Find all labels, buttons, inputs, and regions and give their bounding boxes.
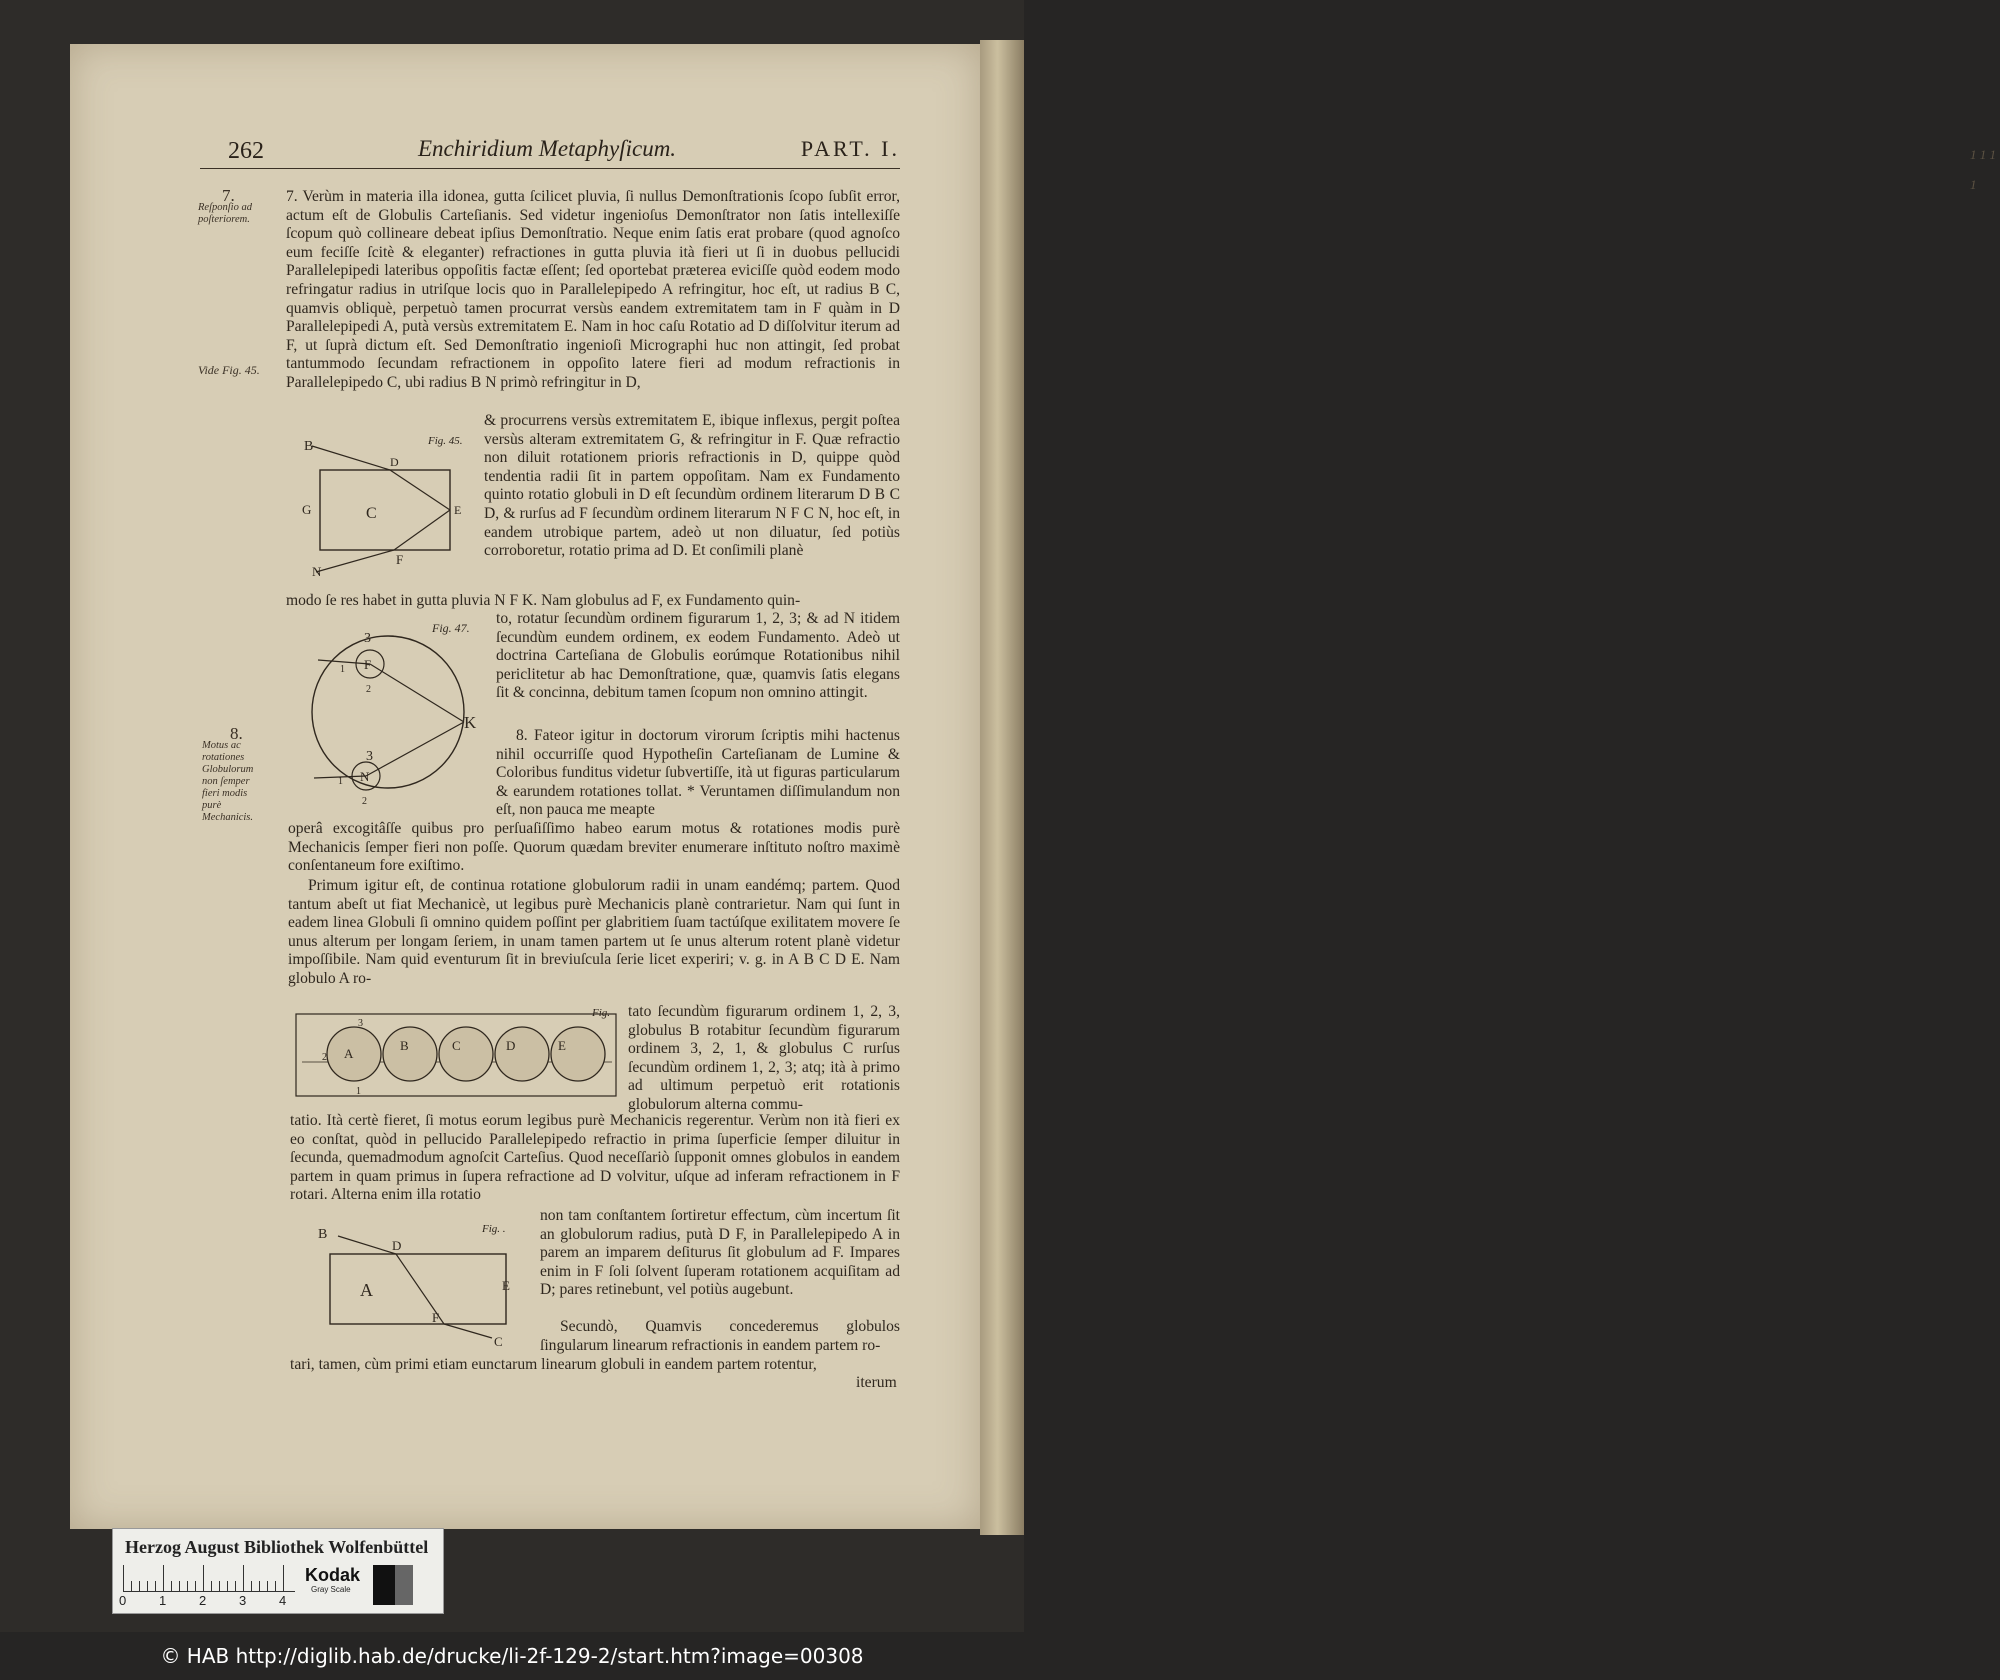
fig47-num-3b: 3 bbox=[366, 749, 373, 764]
scale-1: 1 bbox=[159, 1593, 167, 1608]
fig48-num-3: 3 bbox=[358, 1018, 363, 1029]
paragraph-last-line: tari, tamen, cùm primi etiam eunctarum linearum globuli in eandem partem rotentur, bbox=[290, 1356, 817, 1373]
paragraph-7-line: modo ſe res habet in gutta pluvia N F K. Nam globulus ad F, ex Fundamento quin- bbox=[286, 592, 801, 609]
fig48-num-1: 1 bbox=[356, 1086, 361, 1097]
paragraph-tatio: tatio. Ità certè fieret, ſi motus eorum legibus purè Mechanicis regerentur. Verùm non ità fieri ex eo conſtat, quòd in pellucido Parallelepipedo refractio in prima ſuperficie ſemper diluitur in ſecunda, quemadmodum agnoſcit Carteſius. Quod neceſſariò ſupponit omnes globulos in eandem partem in quam primus in ſupera refractione ad D volvitur, uſque ad inferam refractionem in F rotari. Alterna enim illa rotatio bbox=[290, 1112, 900, 1204]
fig45-label-c: C bbox=[366, 505, 377, 522]
fig47-num-2b: 2 bbox=[362, 796, 367, 807]
fig49-label-d: D bbox=[392, 1238, 402, 1253]
fig45-caption: Fig. 45. bbox=[428, 435, 463, 447]
color-calibration-card bbox=[112, 1528, 444, 1614]
scale-3: 3 bbox=[239, 1593, 247, 1608]
margin-note-8 bbox=[202, 724, 264, 824]
running-title: Enchiridium Metaphyſicum. bbox=[418, 136, 677, 161]
scale-0: 0 bbox=[119, 1593, 127, 1608]
margin-note-text: Motus ac rotationes Globulorum non ſemper fieri modis purè Mechanicis. bbox=[202, 740, 254, 823]
fig48-label-d: D bbox=[506, 1038, 516, 1053]
fig48-label-a: A bbox=[344, 1046, 354, 1061]
paragraph-7-end: to, rotatur ſecundùm ordinem figurarum 1, 2, 3; & ad N itidem ſecundùm eundem ordinem, ex eodem Fundamento. Adeò ut doctrina Carteſiana de Globulis eorúmque Rotationibus nihil periclitetur ab hac Demonſtratione, quæ, quamvis ſatis elegans ſit & concinna, debitum tamen ſcopum non omnino attingit. bbox=[496, 610, 900, 702]
catchword: iterum bbox=[856, 1374, 897, 1391]
fig47-num-3a: 3 bbox=[364, 631, 371, 646]
fig49-label-a: A bbox=[360, 1280, 373, 1300]
part-label: PART. I. bbox=[800, 136, 900, 161]
kodak-logo: Kodak bbox=[305, 1565, 361, 1585]
margin-note-text: Vide Fig. 45. bbox=[198, 363, 260, 377]
fig47-label-n: N bbox=[360, 769, 370, 784]
gray-scale-label: Gray Scale bbox=[311, 1585, 351, 1594]
fig47-caption: Fig. 47. bbox=[432, 621, 470, 635]
gray-patch-mid bbox=[395, 1565, 413, 1605]
next-page-edge bbox=[980, 40, 1996, 1535]
paragraph-8-cont: operâ excogitâſſe quibus pro perſuaſiſſimo habeo earum motus & rotationes modis purè Mechanicis ſemper fieri non poſſe. Quorum quædam breviter enumerare inſtituto noſtro maximè conſentaneum fore exiſtimo. bbox=[288, 820, 900, 875]
fig45-label-n: N bbox=[312, 564, 322, 579]
scale-2: 2 bbox=[199, 1593, 207, 1608]
figure-45-diagram bbox=[294, 430, 484, 590]
fig48-label-e: E bbox=[558, 1038, 566, 1053]
page-number: 262 bbox=[228, 138, 264, 164]
paragraph-7: 7. Verùm in materia illa idonea, gutta ſcilicet pluvia, ſi nullus Demonſtrationis ſcopo ſubſit error, actum eſt de Globulis Carteſianis. Sed videtur ingenioſus Demonſtrator non ſatis intellexiſſe ſcopum quò collineare debeat ipſius Demonſtratio. Neque enim ſatis erat probare (quod agnoſco eum feciſſe ſcitè & eleganter) refractiones in gutta pluvia ità fieri ut ſi in duobus pellucidi Parallelepipedi lateribus oppoſitis factæ eſſent; ſed oportebat præterea eviciſſe quòd eodem modo refringatur radius in utriſque locis quo in Parallelepipedo A refringitur, hoc eſt, ut radius B C, quamvis obliquè, perpetuò tamen procurrat versùs eandem extremitatem tam in F quàm in D Parallelepipedi A, putà versùs extremitatem E. Nam in hoc caſu Rotatio ad D diſſolvitur iterum ad F, ut ſuprà dictum eſt. Sed Demonſtratio ingenioſi Micrographi huc non attingit, ſed probat tantummodo ſecundam refractionem in oppoſito latere fieri ad modum refractionis in Parallelepipedo C, ubi radius B N primò refringitur in D, bbox=[286, 188, 900, 391]
fig45-label-e: E bbox=[454, 503, 462, 517]
fig47-num-2a: 2 bbox=[366, 684, 371, 695]
fig48-label-b: B bbox=[400, 1038, 409, 1053]
fig48-label-c: C bbox=[452, 1038, 461, 1053]
gray-patch-black bbox=[373, 1565, 395, 1605]
fig49-label-b: B bbox=[318, 1227, 328, 1242]
margin-note-number: 7. bbox=[222, 186, 235, 205]
fig48-num-2: 2 bbox=[322, 1052, 327, 1063]
copyright-footer: © HAB http://diglib.hab.de/drucke/li-2f-129-2/start.htm?image=00308 bbox=[0, 1632, 1024, 1680]
paragraph-7-cont: & procurrens versùs extremitatem E, ibique inflexus, pergit poſtea versùs alteram extremitatem G, & refringitur in F. Quæ refractio non diluit rotationem prioris refractionis in D, quippe quòd tendentia radii ſit in partem oppoſitam. Nam ex Fundamento quinto rotatio globuli in D eſt ſecundùm ordinem literarum D B C D, & rurſus ad F ſecundùm ordinem literarum N F C N, hoc eſt, in eandem utrobique partem, adeò ut non diluatur, ſed potiùs corroboretur, rotatio prima ad D. Et conſimili planè bbox=[484, 412, 900, 560]
paragraph-tatio-cont: non tam conſtantem ſortiretur effectum, cùm incertum ſit an globulorum radius, putà D F, in Parallelepipedo A in parem an imparem deſiturus ſit globulum ad F. Impares enim in F ſoli ſolvent ſuperam rotationem acquiſitam ad D; pares retinebunt, vel potiùs augebunt. bbox=[540, 1207, 900, 1299]
fig45-label-f: F bbox=[396, 552, 404, 567]
figure-47 bbox=[300, 618, 490, 813]
figure-49 bbox=[316, 1218, 526, 1353]
paragraph-secundo: Secundò, Quamvis concederemus globulos ſingularum linearum refractionis in eandem partem ro- bbox=[540, 1318, 900, 1354]
scale-ruler bbox=[123, 1565, 295, 1592]
fig48-caption: Fig. bbox=[592, 1007, 611, 1019]
fig49-label-f: F bbox=[432, 1310, 440, 1325]
figure-45 bbox=[294, 430, 484, 595]
margin-note-number: 8. bbox=[230, 724, 243, 743]
margin-note-vide bbox=[198, 364, 270, 376]
figure-49-diagram bbox=[316, 1218, 526, 1348]
figure-48 bbox=[292, 1002, 622, 1103]
paragraph-rotation: tato ſecundùm figurarum ordinem 1, 2, 3, globulus B rotabitur ſecundùm figurarum ordinem 3, 2, 1, & globulus C rurſus ſecundùm ordinem 1, 2, 3; atq; ità à primo ad ultimum perpetuò erit rotationis globulorum alterna commu- bbox=[628, 1003, 900, 1113]
paragraph-primum: Primum igitur eſt, de continua rotatione globulorum radii in unam eandémq; partem. Quod tantum abeſt ut fiat Mechanicè, ut legibus purè Mechanicis planè contrarietur. Nam qui ſunt in eadem linea Globuli ſi omnino quidem poſſint per glabritiem ſuam tactúſque exilitatem movere ſe unus alterum per longam ſeriem, in unam tamen partem ut ſe unus alterum rotent planè videtur impoſſibile. Nam quid eventurum ſit in breviuſcula ſerie licet experiri; v. g. in A B C D E. Nam globulo A ro- bbox=[288, 877, 900, 987]
figure-48-diagram bbox=[292, 1002, 622, 1098]
fig47-label-f: F bbox=[364, 657, 372, 672]
fig49-caption: Fig. . bbox=[482, 1223, 506, 1235]
paragraph-8: 8. Fateor igitur in doctorum virorum ſcriptis mihi hactenus nihil occurriſſe quod Hypotheſin Carteſianam de Lumine & Coloribus funditus videtur ſubvertiſſe, ità ut figuras particularum & earundem rotationes tollat. * Veruntamen diſſimulandum non eſt, non pauca me meapte bbox=[496, 727, 900, 819]
edge-marks: 1 1 1 1 bbox=[1970, 147, 1996, 192]
fig45-label-g: G bbox=[302, 502, 312, 517]
fig45-label-b: B bbox=[304, 439, 314, 454]
fig47-num-1a: 1 bbox=[340, 664, 345, 675]
scale-4: 4 bbox=[279, 1593, 287, 1608]
figure-47-diagram bbox=[300, 618, 490, 808]
margin-note-7 bbox=[198, 186, 270, 226]
fig47-label-k: K bbox=[464, 713, 477, 732]
fig49-label-e: E bbox=[502, 1278, 510, 1293]
library-name: Herzog August Bibliothek Wolfenbüttel bbox=[125, 1537, 429, 1557]
fig47-num-1b: 1 bbox=[338, 776, 343, 787]
margin-note-text: Reſponſio ad poſteriorem. bbox=[198, 202, 252, 225]
fig45-label-d: D bbox=[390, 455, 399, 469]
fig49-label-c: C bbox=[494, 1334, 503, 1349]
page-header bbox=[200, 134, 900, 169]
